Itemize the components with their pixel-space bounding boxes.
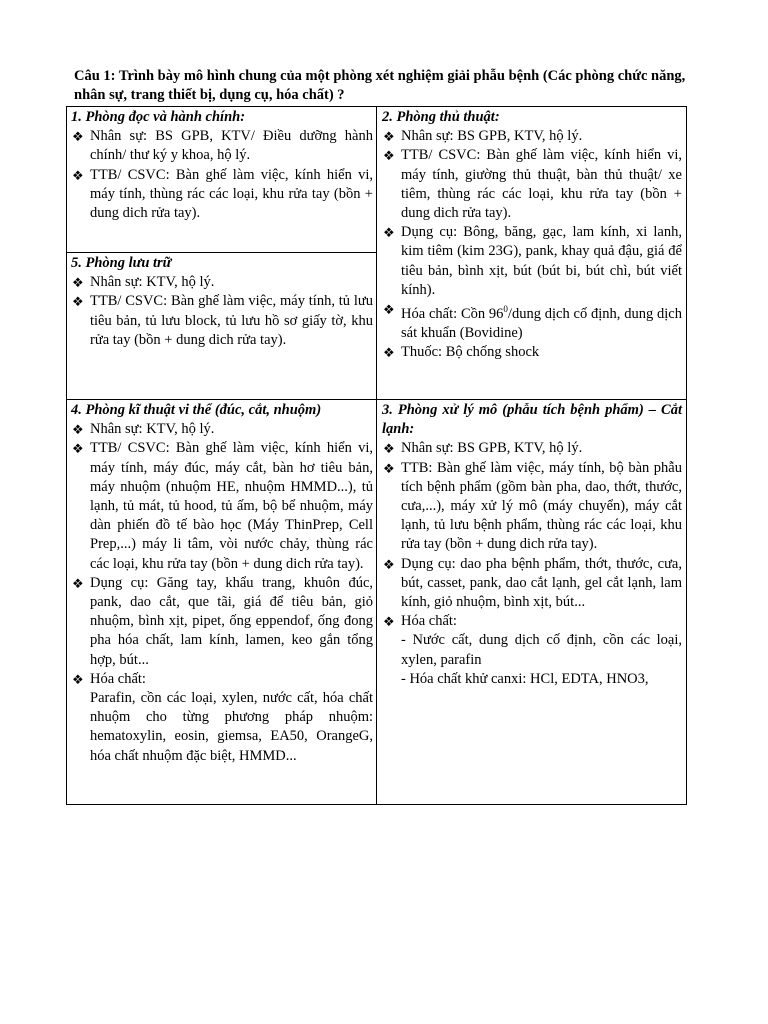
diamond-bullet-icon: ❖	[383, 302, 395, 318]
list-item: ❖ TTB: Bàn ghế làm việc, máy tính, bộ bàn phẫu tích bệnh phẩm (gồm bàn pha, dao, thớt, thước, cưa,...), máy xử lý mô (máy chuyển), máy cắt lạnh, tủ lưu bệnh phẩm, thùng rác các loại, khu rửa tay (bồn + dung dich rửa tay).	[383, 459, 682, 553]
list-item: ❖ Hóa chất:	[71, 670, 373, 689]
list-item: ❖ TTB/ CSVC: Bàn ghế làm việc, kính hiển vi, máy tính, máy đúc, máy cắt, bàn hơ tiêu bản, máy nhuộm (nhuộm HE, nhuộm HMMD...), tủ lạnh, tủ mát, tủ hood, tủ ấm, bộ bể nhuộm, máy dàn phiến đồ tế bào học (Máy ThinPrep, Cell Prep,...) máy li tâm, vòi nước chảy, thùng rác các loại, khu rửa tay (bồn + dung dich rửa tay).	[72, 440, 373, 572]
diamond-bullet-icon: ❖	[383, 556, 395, 572]
room-1-cell	[71, 108, 373, 223]
diamond-bullet-icon: ❖	[383, 148, 395, 164]
list-item: ❖ Dụng cụ: Bông, băng, gạc, lam kính, xi lanh, kim tiêm (kim 23G), pank, khay quả đậu, giá để tiêu bản, bình xịt, bút (bút bi, bút chì, bút viết kính).	[383, 224, 682, 298]
table-row-divider-middle	[66, 399, 687, 400]
diamond-bullet-icon: ❖	[383, 614, 395, 630]
table-row-divider-left	[66, 252, 377, 253]
list-item: ❖ Dụng cụ: Găng tay, khẩu trang, khuôn đúc, pank, dao cắt, que tãi, giá để tiêu bản, giỏ nhuộm, bình xịt, pipet, ống eppendof, ống đong pha hóa chất, lam kính, lamen, keo gắn tổng hợp, bút...	[72, 574, 373, 668]
room-2-title: 2. Phòng thủ thuật:	[382, 109, 500, 125]
list-item: ❖ Nhân sự: BS GPB, KTV, hộ lý.	[382, 439, 682, 458]
list-item: ❖ Nhân sự: KTV, hộ lý.	[71, 273, 373, 292]
list-item: ❖ Nhân sự: KTV, hộ lý.	[71, 420, 373, 439]
list-item: ❖ TTB/ CSVC: Bàn ghế làm việc, kính hiển vi, máy tính, thùng rác các loại, khu rửa tay (bồn + dung dich rửa tay).	[72, 166, 373, 222]
room-5-title: 5. Phòng lưu trữ	[71, 255, 172, 271]
room-3-title: 3. Phòng xử lý mô (phẫu tích bệnh phẩm) – Cắt lạnh:	[382, 402, 682, 438]
list-item: ❖ TTB/ CSVC: Bàn ghế làm việc, máy tính, tủ lưu tiêu bản, tủ lưu block, tủ lưu hồ sơ giấy tờ, khu rửa tay (bồn + dung dich rửa tay).	[72, 293, 373, 348]
diamond-bullet-icon: ❖	[383, 129, 395, 145]
room-3-chemicals-line: - Nước cất, dung dịch cố định, cồn các loại, xylen, parafin	[401, 632, 682, 668]
diamond-bullet-icon: ❖	[383, 441, 395, 457]
diamond-bullet-icon: ❖	[72, 422, 84, 438]
list-item: ❖ TTB/ CSVC: Bàn ghế làm việc, kính hiển vi, máy tính, giường thủ thuật, bàn thủ thuật/ xe tiêm, thùng rác các loại, khu rửa tay (bồn + dung dich rửa tay).	[383, 147, 682, 222]
question-heading: Câu 1: Trình bày mô hình chung của một phòng xét nghiệm giải phẫu bệnh (Các phòng chức năng, nhân sự, trang thiết bị, dụng cụ, hóa chất) ?	[74, 68, 686, 103]
diamond-bullet-icon: ❖	[72, 575, 84, 591]
list-item: ❖ Nhân sự: BS GPB, KTV/ Điều dưỡng hành chính/ thư ký y khoa, hộ lý.	[72, 128, 373, 164]
room-5-cell	[71, 254, 373, 350]
list-item: ❖ Nhân sự: BS GPB, KTV, hộ lý.	[382, 127, 682, 146]
diamond-bullet-icon: ❖	[383, 460, 395, 476]
room-2-cell	[382, 108, 682, 362]
diamond-bullet-icon: ❖	[72, 275, 84, 291]
diamond-bullet-icon: ❖	[72, 671, 84, 687]
room-4-chemicals-detail: Parafin, cồn các loại, xylen, nước cất, hóa chất nhuộm cho từng phương pháp nhuộm: hematoxylin, eosin, giemsa, EA50, OrangeG, hóa chất nhuộm đặc biệt, HMMD...	[90, 690, 373, 764]
list-item: ❖ Hóa chất:	[382, 612, 682, 631]
list-item: ❖ Thuốc: Bộ chống shock	[382, 343, 682, 362]
list-item: ❖ Hóa chất: Cồn $96^0$/dung dịch cố định, dung dịch sát khuẩn (Bovidine)	[383, 302, 682, 342]
diamond-bullet-icon: ❖	[72, 441, 84, 457]
diamond-bullet-icon: ❖	[72, 294, 84, 310]
diamond-bullet-icon: ❖	[383, 225, 395, 241]
table-column-divider	[376, 106, 377, 805]
diamond-bullet-icon: ❖	[72, 129, 84, 145]
diamond-bullet-icon: ❖	[383, 345, 395, 361]
room-3-chemicals-line: - Hóa chất khử canxi: HCl, EDTA, HNO3,	[401, 670, 649, 687]
room-3-cell	[382, 401, 682, 689]
room-4-cell	[71, 401, 373, 766]
diamond-bullet-icon: ❖	[72, 167, 84, 183]
room-4-title: 4. Phòng kĩ thuật vi thể (đúc, cắt, nhuộm)	[71, 402, 322, 418]
room-1-title: 1. Phòng đọc và hành chính:	[71, 109, 246, 125]
list-item: ❖ Dụng cụ: dao pha bệnh phẩm, thớt, thước, cưa, bút, casset, pank, dao cắt lạnh, gel cắt lạnh, lam kính, giỏ nhuộm, bình xịt, bút...	[383, 555, 682, 611]
